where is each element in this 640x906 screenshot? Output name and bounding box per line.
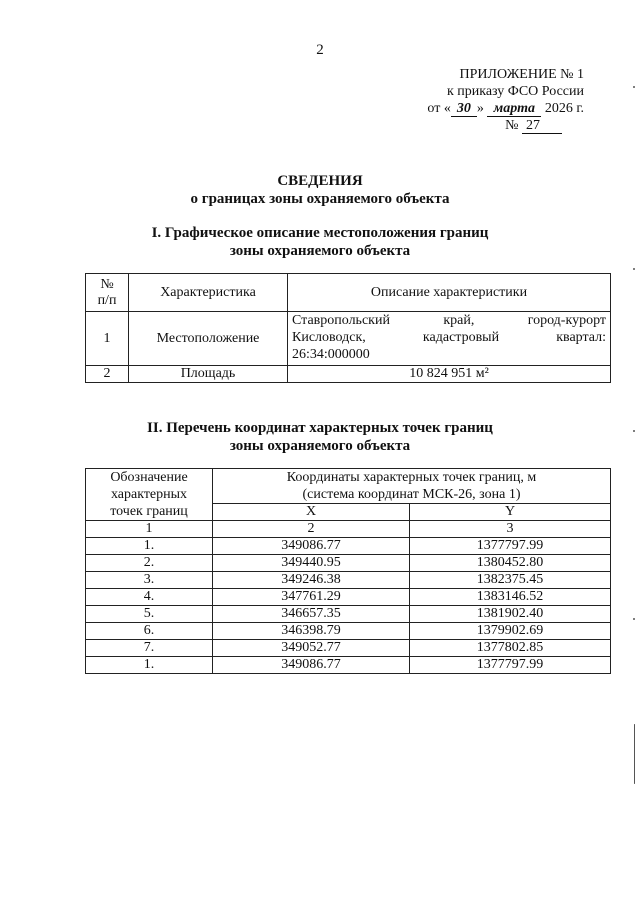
point-y: 1380452.80 xyxy=(410,555,611,572)
coords-index-row xyxy=(86,521,611,538)
point-label: 1. xyxy=(86,538,213,555)
scan-mark xyxy=(633,430,635,432)
annex-number xyxy=(427,117,584,134)
table-row xyxy=(86,623,611,640)
point-y: 1377797.99 xyxy=(410,657,611,674)
header-no-line1: № xyxy=(100,276,114,292)
header-no-line2: п/п xyxy=(97,292,117,308)
table-row xyxy=(86,366,611,383)
annex-block xyxy=(427,66,584,134)
desc-line2: Кисловодск, кадастровый квартал: xyxy=(292,330,606,345)
point-label: 3. xyxy=(86,572,213,589)
index-cell: 2 xyxy=(213,521,410,538)
point-label: 7. xyxy=(86,640,213,657)
point-label: 6. xyxy=(86,623,213,640)
point-x: 349086.77 xyxy=(213,538,410,555)
table-row xyxy=(86,312,611,366)
point-y: 1382375.45 xyxy=(410,572,611,589)
page-number: 2 xyxy=(316,42,324,58)
location-table xyxy=(85,273,611,383)
table-row xyxy=(86,606,611,623)
point-label: 1. xyxy=(86,657,213,674)
annex-order: к приказу ФСО России xyxy=(446,84,584,99)
section2-title-line1: II. Перечень координат характерных точек границ xyxy=(147,420,493,436)
header-coordinates xyxy=(213,469,611,504)
row-name: Площадь xyxy=(129,366,288,383)
index-cell: 3 xyxy=(410,521,611,538)
point-label: 5. xyxy=(86,606,213,623)
header-point-line2: характерных xyxy=(110,487,188,502)
coords-header-row1 xyxy=(86,469,611,504)
point-y: 1379902.69 xyxy=(410,623,611,640)
scan-mark xyxy=(633,86,635,88)
row-name: Местоположение xyxy=(129,312,288,366)
section1-title-line1: I. Графическое описание местоположения границ xyxy=(151,225,489,241)
header-point-line3: точек границ xyxy=(110,504,188,519)
desc-line1: Ставропольский край, город-курорт xyxy=(292,313,606,328)
point-label: 2. xyxy=(86,555,213,572)
annex-number-value: 27 xyxy=(522,119,562,134)
header-description: Описание характеристики xyxy=(288,274,611,312)
index-cell: 1 xyxy=(86,521,213,538)
point-x: 349086.77 xyxy=(213,657,410,674)
desc-line3: 26:34:000000 xyxy=(292,347,370,362)
header-characteristic: Характеристика xyxy=(129,274,288,312)
section2-title-line2: зоны охраняемого объекта xyxy=(229,438,411,454)
annex-date-prefix: от « xyxy=(427,101,451,116)
header-x: X xyxy=(213,504,410,521)
point-x: 346657.35 xyxy=(213,606,410,623)
point-y: 1383146.52 xyxy=(410,589,611,606)
location-table-header xyxy=(86,274,611,312)
header-y: Y xyxy=(410,504,611,521)
point-x: 349440.95 xyxy=(213,555,410,572)
annex-title: ПРИЛОЖЕНИЕ № 1 xyxy=(459,67,584,82)
annex-date-mid: » xyxy=(476,101,484,116)
document-subtitle: о границах зоны охраняемого объекта xyxy=(190,191,450,207)
table-row xyxy=(86,589,611,606)
point-x: 349246.38 xyxy=(213,572,410,589)
row-no: 1 xyxy=(86,312,129,366)
coordinates-table xyxy=(85,468,611,674)
scan-mark xyxy=(633,268,635,270)
point-x: 349052.77 xyxy=(213,640,410,657)
annex-number-prefix: № xyxy=(505,118,519,133)
point-y: 1377797.99 xyxy=(410,538,611,555)
header-no xyxy=(86,274,129,312)
table-row xyxy=(86,640,611,657)
point-y: 1381902.40 xyxy=(410,606,611,623)
header-point-label xyxy=(86,469,213,521)
annex-date-month: марта xyxy=(487,102,541,117)
annex-date-day: 30 xyxy=(451,102,477,117)
row-description xyxy=(288,312,611,366)
header-coords-line1: Координаты характерных точек границ, м xyxy=(286,470,537,485)
document-title: СВЕДЕНИЯ xyxy=(277,173,363,189)
annex-date xyxy=(427,100,584,117)
row-description: 10 824 951 м² xyxy=(288,366,611,383)
point-label: 4. xyxy=(86,589,213,606)
annex-date-year: 2026 г. xyxy=(544,101,584,116)
point-x: 347761.29 xyxy=(213,589,410,606)
section1-title-line2: зоны охраняемого объекта xyxy=(229,243,411,259)
point-y: 1377802.85 xyxy=(410,640,611,657)
table-row xyxy=(86,572,611,589)
table-row xyxy=(86,538,611,555)
header-coords-line2: (система координат МСК-26, зона 1) xyxy=(302,487,521,502)
point-x: 346398.79 xyxy=(213,623,410,640)
table-row xyxy=(86,657,611,674)
row-no: 2 xyxy=(86,366,129,383)
header-point-line1: Обозначение xyxy=(110,470,188,485)
scan-mark xyxy=(633,618,635,620)
table-row xyxy=(86,555,611,572)
scan-mark xyxy=(634,724,635,784)
